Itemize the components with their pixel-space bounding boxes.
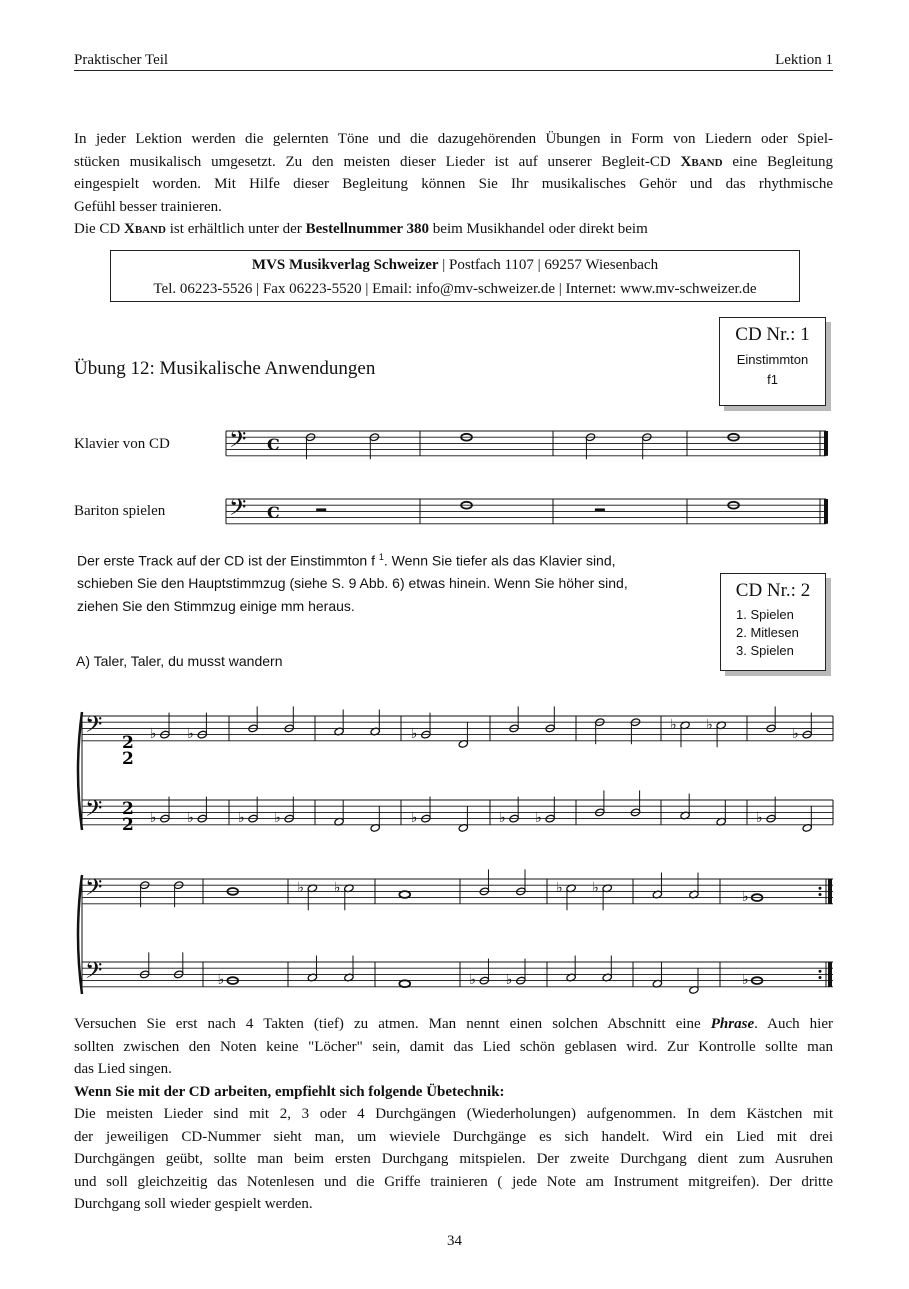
- contact-line: Tel. 06223-5526 | Fax 06223-5520 | Email: info@mv-schweizer.de | Internet: www.mv-schweizer.de: [153, 281, 757, 297]
- intro-line: In jeder Lektion werden die gelernten Töne und die dazugehörenden Übungen in Form von Liedern oder Spiel-: [74, 131, 833, 147]
- practice-line: der jeweiligen CD-Nummer sieht man, um wieviele Durchgänge es sich handelt. Wird ein Lied mit drei: [74, 1128, 833, 1145]
- time-signature-top: 2: [122, 799, 134, 819]
- flat-sign: ♭: [238, 810, 245, 827]
- exercise-title: Übung 12: Musikalische Anwendungen: [74, 358, 376, 379]
- cd-box-item: 1. Spielen: [736, 607, 794, 622]
- flat-sign: ♭: [333, 879, 341, 896]
- flat-sign: ♭: [410, 810, 418, 827]
- bass-clef: 𝄢: [229, 426, 247, 458]
- flat-sign: ♭: [187, 726, 194, 743]
- repeat-dot: [819, 893, 822, 896]
- flat-sign: ♭: [274, 810, 281, 827]
- flat-sign: ♭: [149, 726, 157, 743]
- intro-line: eingespielt worden. Mit Hilfe dieser Begleitung können Sie Ihr musikalisches Gehör und das rhythmische: [74, 176, 833, 192]
- practice-heading: Wenn Sie mit der CD arbeiten, empfiehlt sich folgende Übetechnik:: [74, 1083, 505, 1100]
- cd-box-item: 2. Mitlesen: [736, 625, 799, 640]
- practice-line: Durchgang soll wieder gespielt werden.: [74, 1196, 313, 1212]
- staff-label-piano: Klavier von CD: [74, 436, 170, 452]
- staff-label-baritone: Bariton spielen: [74, 503, 166, 519]
- flat-sign: ♭: [742, 889, 749, 906]
- practice-line: Durchgängen geübt, sollte man beim ersten Durchgang mitspielen. Der zweite Durchgang dient zum Ausruhen: [74, 1151, 833, 1167]
- intro-line: Die CD Xband ist erhältlich unter der Bestellnummer 380 beim Musikhandel oder direkt beim: [74, 221, 648, 237]
- practice-line: Versuchen Sie erst nach 4 Takten (tief) zu atmen. Man nennt einen solchen Abschnitt eine Phrase. Auch hier: [74, 1016, 833, 1032]
- track-line: Der erste Track auf der CD ist der Einstimmton f $^1$. Wenn Sie tiefer als das Klavier sind,: [77, 552, 616, 569]
- song-title: A) Taler, Taler, du musst wandern: [76, 653, 283, 669]
- cd-box-title: CD Nr.: 1: [735, 324, 810, 345]
- practice-line: und soll gleichzeitig das Notenlesen und die Griffe trainieren ( jede Note am Instrument mitgreifen). Der dritte: [74, 1173, 833, 1190]
- practice-line: sollten zwischen den Noten keine "Löcher" sein, damit das Lied schön geblasen wird. Zur Kontrolle sollte man: [74, 1038, 833, 1055]
- time-signature-bottom: 2: [122, 815, 134, 835]
- flat-sign: ♭: [217, 972, 225, 989]
- repeat-dot: [819, 887, 822, 890]
- cd-box-title: CD Nr.: 2: [735, 580, 811, 601]
- intro-line: stücken musikalisch umgesetzt. Zu den meisten dieser Lieder ist auf unserer Begleit-CD Xband eine Begleitung: [74, 153, 833, 170]
- flat-sign: ♭: [535, 810, 542, 827]
- track-line: schieben Sie den Hauptstimmzug (siehe S. 9 Abb. 6) etwas hinein. Wenn Sie höher sind,: [77, 575, 628, 592]
- flat-sign: ♭: [792, 726, 799, 743]
- cd-box-line: f1: [767, 372, 778, 387]
- phrase-term: Phrase: [710, 1016, 755, 1032]
- flat-sign: ♭: [670, 716, 677, 733]
- flat-sign: ♭: [469, 972, 476, 989]
- brand-name: Xband: [680, 153, 723, 170]
- running-header-right: Lektion 1: [775, 52, 833, 68]
- whole-note: [399, 980, 410, 987]
- practice-line: das Lied singen.: [74, 1061, 172, 1077]
- cd-box-item: 3. Spielen: [736, 643, 794, 658]
- common-time: C: [267, 435, 280, 455]
- track-line: ziehen Sie den Stimmzug einige mm heraus.: [77, 597, 355, 614]
- system-bracket: [78, 875, 82, 994]
- flat-sign: ♭: [499, 810, 506, 827]
- bass-clef: 𝄢: [85, 957, 103, 989]
- flat-sign: ♭: [592, 879, 599, 896]
- practice-line: Die meisten Lieder sind mit 2, 3 oder 4 Durchgängen (Wiederholungen) aufgenommen. In dem Kästchen mit: [74, 1106, 833, 1122]
- running-header-left: Praktischer Teil: [74, 52, 169, 68]
- practice-paragraph: [74, 1013, 833, 1216]
- time-signature-bottom: 2: [122, 749, 134, 769]
- flat-sign: ♭: [756, 810, 763, 827]
- flat-sign: ♭: [187, 810, 194, 827]
- bass-clef: 𝄢: [85, 874, 103, 906]
- flat-sign: ♭: [297, 879, 304, 896]
- flat-sign: ♭: [742, 972, 749, 989]
- repeat-dot: [819, 970, 822, 973]
- flat-sign: ♭: [149, 810, 157, 827]
- flat-sign: ♭: [410, 726, 418, 743]
- intro-line: Gefühl besser trainieren.: [74, 198, 222, 215]
- common-time: C: [267, 503, 280, 523]
- bass-clef: 𝄢: [85, 711, 103, 743]
- bass-clef: 𝄢: [229, 494, 247, 526]
- order-number: Bestellnummer 380: [305, 221, 430, 237]
- publisher-name: MVS Musikverlag Schweizer: [251, 257, 439, 273]
- bass-clef: 𝄢: [85, 795, 103, 827]
- cd-box-line: Einstimmton: [736, 352, 809, 367]
- page-number: 34: [447, 1233, 462, 1249]
- address-line: MVS Musikverlag Schweizer | Postfach 1107 | 69257 Wiesenbach: [251, 257, 659, 273]
- repeat-dot: [819, 976, 822, 979]
- whole-note: [399, 891, 410, 898]
- flat-sign: ♭: [556, 879, 563, 896]
- flat-sign: ♭: [706, 716, 713, 733]
- brand-name: Xband: [124, 221, 167, 237]
- flat-sign: ♭: [505, 972, 513, 989]
- time-signature-top: 2: [122, 733, 134, 753]
- system-bracket: [78, 712, 82, 830]
